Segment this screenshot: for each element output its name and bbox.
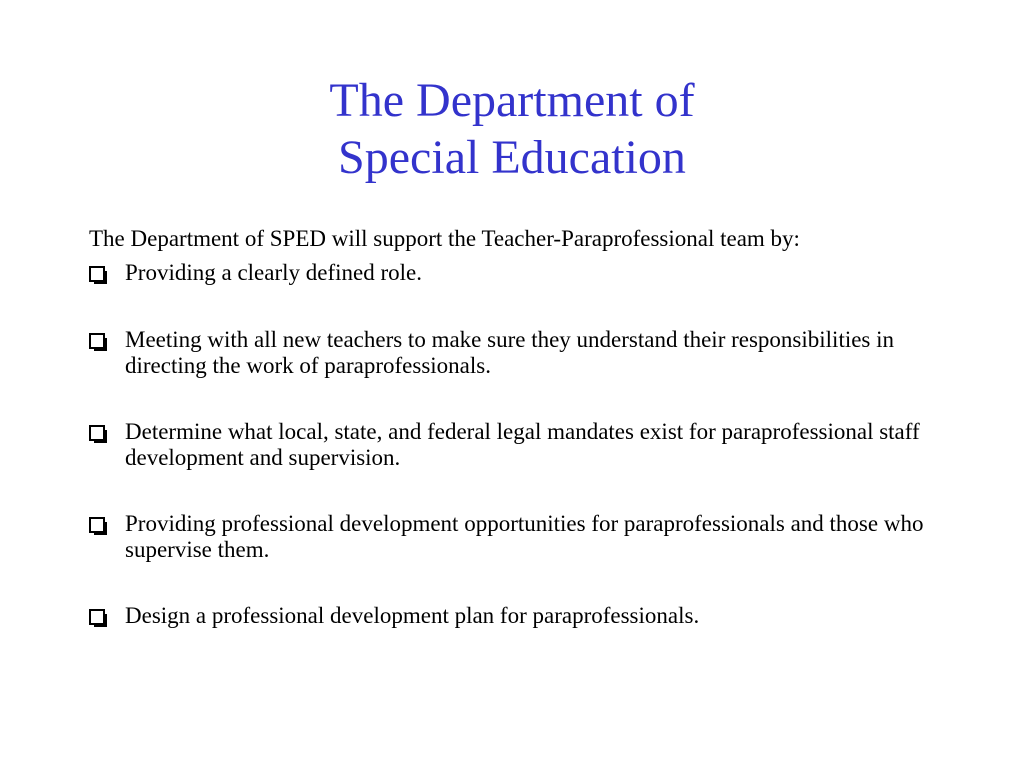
checkbox-icon — [89, 517, 105, 533]
bullet-item — [89, 511, 939, 563]
bullet-item — [89, 419, 939, 471]
checkbox-icon — [89, 425, 105, 441]
bullet-item — [89, 603, 939, 629]
bullet-text: Meeting with all new teachers to make sure they understand their responsibilities in directing the work of paraprofessionals. — [125, 327, 895, 378]
slide-title — [0, 72, 1024, 186]
bullet-text: Determine what local, state, and federal legal mandates exist for paraprofessional staff development and supervision. — [125, 419, 920, 470]
title-line-2: Special Education — [338, 131, 686, 184]
bullet-text: Design a professional development plan for paraprofessionals. — [125, 603, 700, 628]
bullet-item — [89, 327, 939, 379]
checkbox-icon — [89, 266, 105, 282]
bullet-text: Providing professional development opportunities for paraprofessionals and those who supervise them. — [125, 511, 924, 562]
bullet-list — [89, 260, 939, 629]
intro-text: The Department of SPED will support the Teacher-Paraprofessional team by: — [89, 226, 800, 251]
bullet-item — [89, 260, 939, 286]
slide-body — [89, 226, 939, 669]
bullet-text: Providing a clearly defined role. — [125, 260, 422, 285]
checkbox-icon — [89, 333, 105, 349]
checkbox-icon — [89, 609, 105, 625]
title-line-1: The Department of — [329, 74, 695, 127]
